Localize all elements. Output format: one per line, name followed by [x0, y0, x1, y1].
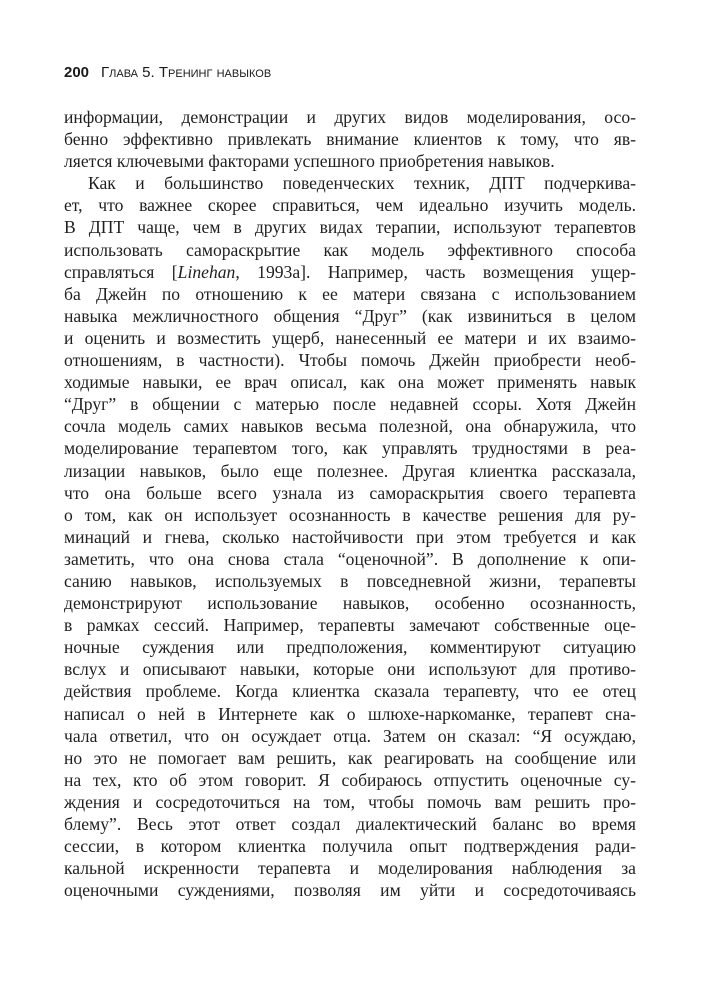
chapter-title: Глава 5. Тренинг навыков — [101, 64, 272, 81]
text-line: минаций и гнева, сколько настойчивости при этом требуется и как — [64, 526, 636, 547]
text-line: ляется ключевыми факторами успешного приобретения навыков. — [64, 151, 555, 172]
text-line: блему”. Весь этот ответ создал диалектический баланс во время — [64, 814, 636, 834]
text-line: ждения и сосредоточиться на том, чтобы помочь вам решить про- — [64, 791, 636, 812]
text-line: вслух и описывают навыки, которые они используют для противо- — [64, 659, 636, 680]
text-line: написал о ней в Интернете как о шлюхе-наркоманке, терапевт сна- — [64, 703, 636, 724]
page-number: 200 — [64, 64, 90, 81]
text-line: но это не помогает вам решить, как реагировать на сообщение или — [64, 747, 636, 768]
text-line: ет, что важнее скорее справиться, чем идеально изучить модель. — [64, 195, 636, 216]
text-line: ночные суждения или предположения, комментируют ситуацию — [64, 637, 636, 658]
body-text — [64, 106, 636, 901]
text-line: и оценить и возместить ущерб, нанесенный ее матери и их взаимо- — [64, 327, 636, 348]
running-header — [64, 64, 271, 81]
text-line: навыка межличностного общения “Друг” (как извиниться в целом — [64, 305, 636, 326]
text-line: “Друг” в общении с матерью после недавней ссоры. Хотя Джейн — [64, 394, 636, 415]
text-line: о том, как он использует осознанность в качестве решения для ру- — [64, 504, 636, 525]
text-line: в рамках сессий. Например, терапевты замечают собственные оце- — [64, 615, 636, 636]
text-line: сессии, в котором клиентка получила опыт подтверждения ради- — [64, 836, 636, 857]
text-line: санию навыков, используемых в повседневной жизни, терапевты — [64, 570, 636, 591]
citation-author: Linehan — [177, 261, 236, 282]
text-line: действия проблеме. Когда клиентка сказала терапевту, что ее отец — [64, 681, 636, 702]
text-line: на тех, кто об этом говорит. Я собираюсь отпустить оценочные су- — [64, 769, 636, 790]
text-line: чала ответил, что он осуждает отца. Затем он сказал: “Я осуждаю, — [64, 725, 636, 746]
text-line: бенно эффективно привлекать внимание клиентов к тому, что яв- — [64, 129, 636, 150]
text-line: заметить, что она снова стала “оценочной”. В дополнение к опи- — [64, 548, 636, 569]
text-line: лизации навыков, было еще полезнее. Другая клиентка рассказала, — [64, 460, 636, 481]
text-line: что она больше всего узнала из самораскрытия своего терапевта — [64, 482, 636, 503]
text-line: информации, демонстрации и других видов моделирования, осо- — [64, 107, 636, 127]
text-line: справляться [Linehan, 1993a]. Например, часть возмещения ущер- — [64, 261, 636, 282]
text-line: Как и большинство поведенческих техник, ДПТ подчеркива- — [88, 173, 636, 194]
text-line: кальной искренности терапевта и моделирования наблюдения за — [64, 858, 636, 879]
text-line: отношениям, в частности). Чтобы помочь Джейн приобрести необ- — [64, 350, 636, 371]
text-line: демонстрируют использование навыков, особенно осознанность, — [64, 593, 636, 614]
text-line: использовать самораскрытие как модель эффективного способа — [64, 239, 636, 260]
text-line: моделирование терапевтом того, как управлять трудностями в реа- — [64, 438, 636, 459]
text-line: В ДПТ чаще, чем в других видах терапии, используют терапевтов — [64, 217, 636, 238]
text-line: сочла модель самих навыков весьма полезной, она обнаружила, что — [64, 416, 636, 437]
text-line: ходимые навыки, ее врач описал, как она может применять навык — [64, 372, 636, 393]
text-line: ба Джейн по отношению к ее матери связана с использованием — [64, 283, 636, 304]
text-line: оценочными суждениями, позволяя им уйти и сосредоточиваясь — [64, 880, 636, 901]
